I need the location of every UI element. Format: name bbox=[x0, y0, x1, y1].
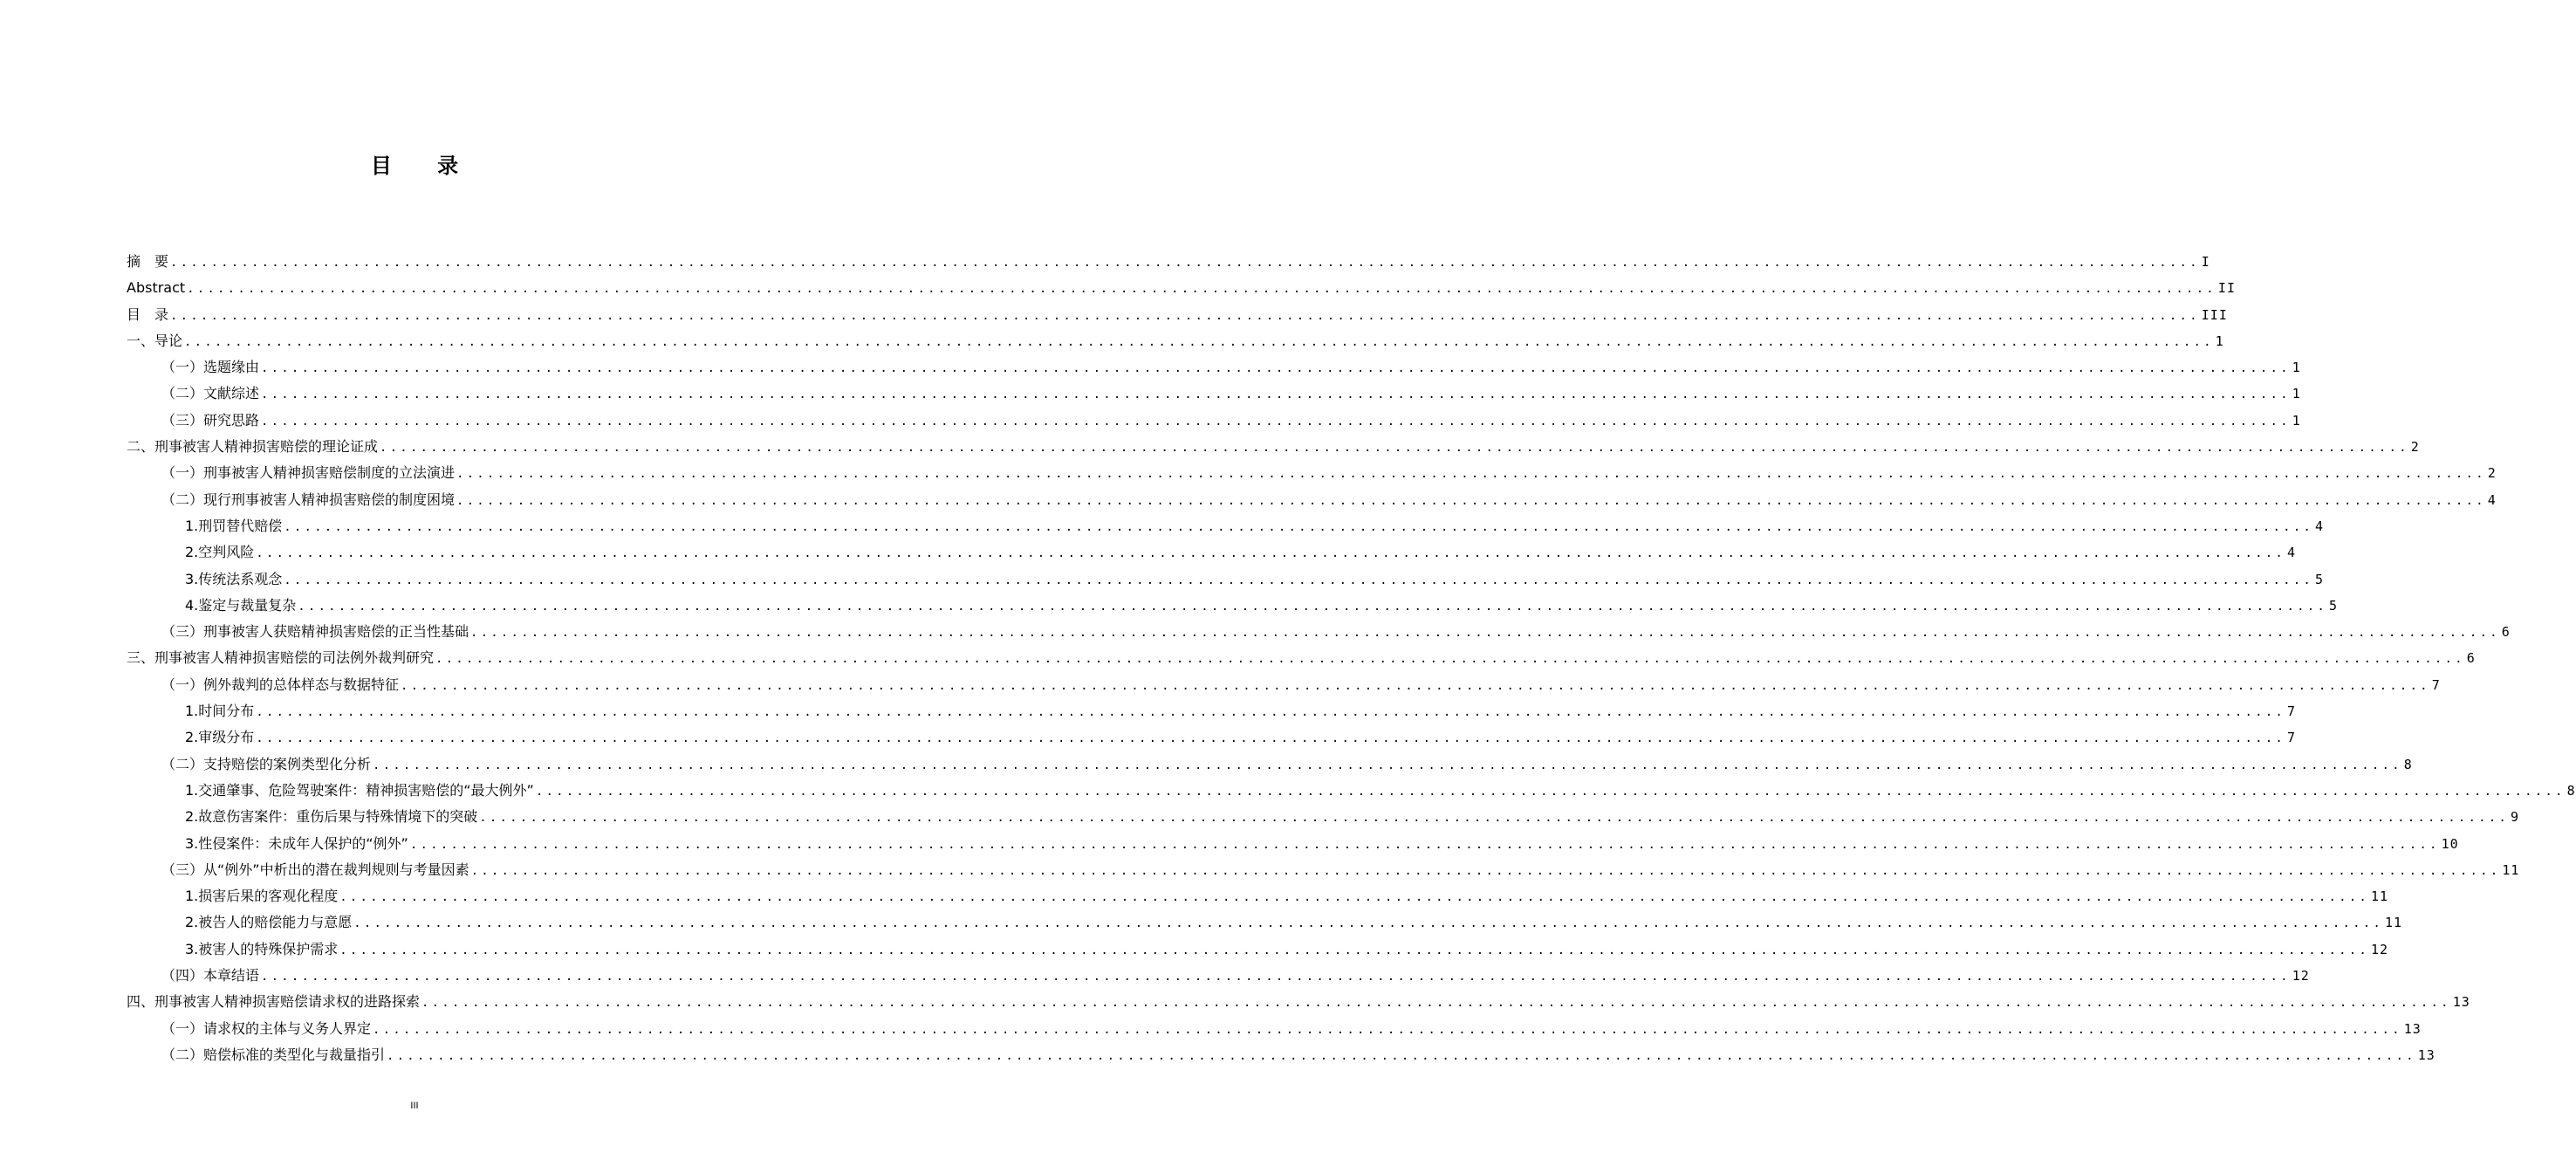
toc-entry-title: （二）赔偿标准的类型化与裁量指引 bbox=[161, 1046, 386, 1063]
toc-entry-page: 2 bbox=[2487, 465, 2497, 482]
toc-entry bbox=[127, 328, 2224, 354]
toc-leader-dots: ........................................................................................................................................................................................................ bbox=[256, 731, 2286, 746]
toc-entry-title: 四、刑事被害人精神损害赔偿请求权的进路探索 bbox=[127, 993, 421, 1011]
toc-leader-dots: ........................................................................................................................................................................................................ bbox=[435, 652, 2465, 667]
toc-entry-title: （二）文献综述 bbox=[161, 385, 260, 402]
toc-leader-dots: ........................................................................................................................................................................................................ bbox=[373, 758, 2402, 772]
toc-entry-page: I bbox=[2201, 254, 2210, 270]
toc-entry-page: 12 bbox=[2292, 968, 2310, 984]
toc-entry bbox=[127, 645, 2476, 671]
toc-entry-page: II bbox=[2217, 280, 2236, 297]
toc-entry bbox=[127, 566, 2325, 593]
toc-entry-title: （二）现行刑事被害人精神损害赔偿的制度困境 bbox=[161, 490, 456, 508]
toc-entry-page: 8 bbox=[2403, 756, 2413, 772]
toc-entry bbox=[127, 883, 2389, 909]
toc-entry-title: 2.空判风险 bbox=[185, 544, 255, 561]
toc-entry-page: 11 bbox=[2502, 861, 2520, 878]
toc-entry bbox=[127, 778, 2576, 804]
toc-entry bbox=[127, 724, 2297, 751]
toc-entry bbox=[127, 672, 2441, 698]
toc-entry-title: 3.被害人的特殊保护需求 bbox=[185, 940, 339, 957]
toc-entry-title: 1.刑罚替代赔偿 bbox=[185, 517, 283, 534]
toc-entry bbox=[127, 487, 2497, 513]
toc-leader-dots: ........................................................................................................................................................................................................ bbox=[535, 784, 2566, 799]
toc-entry-page: 1 bbox=[2292, 360, 2301, 376]
toc-leader-dots: ........................................................................................................................................................................................................ bbox=[401, 678, 2430, 693]
toc-entry-title: Abstract bbox=[127, 279, 186, 297]
toc-entry-page: 13 bbox=[2452, 994, 2470, 1011]
toc-entry-title: 1.交通肇事、危险驾驶案件：精神损害赔偿的“最大例外” bbox=[185, 781, 534, 799]
toc-entry bbox=[127, 408, 2301, 434]
toc-entry-page: 11 bbox=[2371, 888, 2389, 905]
toc-entry bbox=[127, 831, 2459, 857]
toc-entry bbox=[127, 539, 2297, 566]
toc-leader-dots: ........................................................................................................................................................................................................ bbox=[339, 943, 2370, 957]
toc-entry-title: （三）从“例外”中析出的潜在裁判规则与考量因素 bbox=[161, 861, 469, 878]
toc-leader-dots: ........................................................................................................................................................................................................ bbox=[261, 414, 2291, 429]
toc-leader-dots: ........................................................................................................................................................................................................ bbox=[479, 811, 2510, 826]
toc-entry-title: 2.故意伤害案件：重伤后果与特殊情境下的突破 bbox=[185, 808, 478, 826]
toc-leader-dots: ........................................................................................................................................................................................................ bbox=[256, 705, 2286, 720]
toc-entry-page: 2 bbox=[2410, 439, 2420, 456]
toc-entry bbox=[127, 302, 2228, 328]
toc-entry-title: （三）刑事被害人获赔精神损害赔偿的正当性基础 bbox=[161, 623, 469, 641]
toc-leader-dots: ........................................................................................................................................................................................................ bbox=[353, 916, 2384, 931]
toc-entry-page: 7 bbox=[2287, 730, 2297, 746]
toc-leader-dots: ........................................................................................................................................................................................................ bbox=[184, 334, 2214, 349]
toc-entry-title: 3.传统法系观念 bbox=[185, 570, 283, 587]
toc-entry-title: 目 录 bbox=[127, 305, 169, 323]
toc-leader-dots: ........................................................................................................................................................................................................ bbox=[261, 970, 2291, 984]
toc-entry-title: （一）选题缘由 bbox=[161, 359, 260, 376]
toc-entry-page: 13 bbox=[2417, 1046, 2436, 1063]
toc-entry-page: 9 bbox=[2511, 809, 2520, 826]
page-number: III bbox=[410, 1101, 419, 1111]
toc-entry bbox=[127, 963, 2310, 989]
toc-entry-title: 三、刑事被害人精神损害赔偿的司法例外裁判研究 bbox=[127, 649, 435, 667]
toc-entry bbox=[127, 698, 2297, 724]
toc-leader-dots: ........................................................................................................................................................................................................ bbox=[387, 1048, 2416, 1063]
toc-entry-page: 7 bbox=[2287, 703, 2297, 720]
toc-entry-page: 11 bbox=[2385, 915, 2403, 931]
toc-entry-title: 2.被告人的赔偿能力与意愿 bbox=[185, 914, 353, 931]
toc-entry-title: 1.损害后果的客观化程度 bbox=[185, 888, 339, 905]
toc-entry-page: 4 bbox=[2287, 545, 2297, 561]
toc-leader-dots: ........................................................................................................................................................................................................ bbox=[409, 837, 2440, 852]
toc-entry-page: 7 bbox=[2431, 676, 2441, 693]
toc-entry-title: 一、导论 bbox=[127, 332, 183, 349]
toc-leader-dots: ........................................................................................................................................................................................................ bbox=[261, 361, 2291, 376]
toc-entry bbox=[127, 593, 2339, 619]
toc-leader-dots: ........................................................................................................................................................................................................ bbox=[298, 599, 2328, 614]
toc-entry-page: 5 bbox=[2329, 597, 2339, 614]
toc-leader-dots: ........................................................................................................................................................................................................ bbox=[284, 573, 2314, 587]
toc-entry-title: 1.时间分布 bbox=[185, 703, 255, 720]
toc-entry bbox=[127, 751, 2413, 778]
toc-entry-title: （一）刑事被害人精神损害赔偿制度的立法演进 bbox=[161, 464, 456, 482]
toc-entry bbox=[127, 989, 2470, 1015]
toc-entry bbox=[127, 513, 2325, 539]
toc-entry-title: （二）支持赔偿的案例类型化分析 bbox=[161, 755, 372, 772]
toc-leader-dots: ........................................................................................................................................................................................................ bbox=[373, 1022, 2402, 1037]
toc-entry bbox=[127, 1016, 2422, 1042]
toc-entry-page: 1 bbox=[2292, 386, 2301, 402]
toc-entry-title: 摘 要 bbox=[127, 253, 169, 270]
toc-entry bbox=[127, 619, 2511, 645]
toc-leader-dots: ........................................................................................................................................................................................................ bbox=[187, 282, 2216, 297]
toc-entry-page: 6 bbox=[2501, 624, 2511, 641]
toc-entry-page: 4 bbox=[2487, 491, 2497, 508]
toc-entry-page: 5 bbox=[2315, 571, 2325, 587]
toc-entry bbox=[127, 381, 2301, 407]
toc-entry bbox=[127, 249, 2210, 275]
toc-leader-dots: ........................................................................................................................................................................................................ bbox=[261, 388, 2291, 402]
toc-entry bbox=[127, 434, 2420, 460]
toc-entry-page: 12 bbox=[2371, 941, 2389, 957]
toc-entry-page: 4 bbox=[2315, 518, 2325, 534]
toc-entry bbox=[127, 909, 2403, 936]
toc-entry bbox=[127, 936, 2389, 963]
toc-entry bbox=[127, 354, 2301, 381]
toc-entry-title: （四）本章结语 bbox=[161, 967, 260, 984]
page-title: 目 录 bbox=[370, 154, 478, 178]
toc-entry-title: （一）例外裁判的总体样态与数据特征 bbox=[161, 676, 400, 693]
toc-entry-page: 13 bbox=[2403, 1020, 2422, 1037]
toc-leader-dots: ........................................................................................................................................................................................................ bbox=[456, 467, 2486, 482]
toc-entry-page: 6 bbox=[2466, 650, 2476, 667]
toc-leader-dots: ........................................................................................................................................................................................................ bbox=[170, 308, 2200, 323]
toc-entry bbox=[127, 857, 2520, 883]
toc-leader-dots: ........................................................................................................................................................................................................ bbox=[339, 890, 2370, 905]
toc-entry-title: 3.性侵案件：未成年人保护的“例外” bbox=[185, 834, 408, 852]
toc-entry-page: 1 bbox=[2215, 333, 2224, 349]
toc-entry-title: （三）研究思路 bbox=[161, 411, 260, 429]
toc-entry-page: 10 bbox=[2441, 835, 2459, 852]
toc-entry bbox=[127, 1042, 2436, 1068]
toc-leader-dots: ........................................................................................................................................................................................................ bbox=[256, 546, 2286, 561]
toc-entry-title: 2.审级分布 bbox=[185, 729, 255, 746]
toc-entry-title: （一）请求权的主体与义务人界定 bbox=[161, 1019, 372, 1037]
toc-leader-dots: ........................................................................................................................................................................................................ bbox=[421, 996, 2451, 1011]
toc-entry-page: 1 bbox=[2292, 412, 2301, 429]
toc-leader-dots: ........................................................................................................................................................................................................ bbox=[470, 626, 2500, 641]
toc-entry-page: 8 bbox=[2566, 782, 2576, 799]
toc-entry bbox=[127, 460, 2497, 486]
toc-entry bbox=[127, 804, 2520, 830]
toc-entry bbox=[127, 275, 2236, 301]
toc-entry-page: III bbox=[2201, 306, 2228, 323]
table-of-contents bbox=[127, 249, 2576, 1068]
toc-leader-dots: ........................................................................................................................................................................................................ bbox=[380, 441, 2409, 456]
toc-leader-dots: ........................................................................................................................................................................................................ bbox=[284, 519, 2314, 534]
toc-leader-dots: ........................................................................................................................................................................................................ bbox=[170, 256, 2200, 270]
toc-leader-dots: ........................................................................................................................................................................................................ bbox=[470, 863, 2501, 878]
toc-leader-dots: ........................................................................................................................................................................................................ bbox=[456, 493, 2486, 508]
toc-entry-title: 4.鉴定与裁量复杂 bbox=[185, 596, 297, 614]
toc-entry-title: 二、刑事被害人精神损害赔偿的理论证成 bbox=[127, 438, 379, 456]
